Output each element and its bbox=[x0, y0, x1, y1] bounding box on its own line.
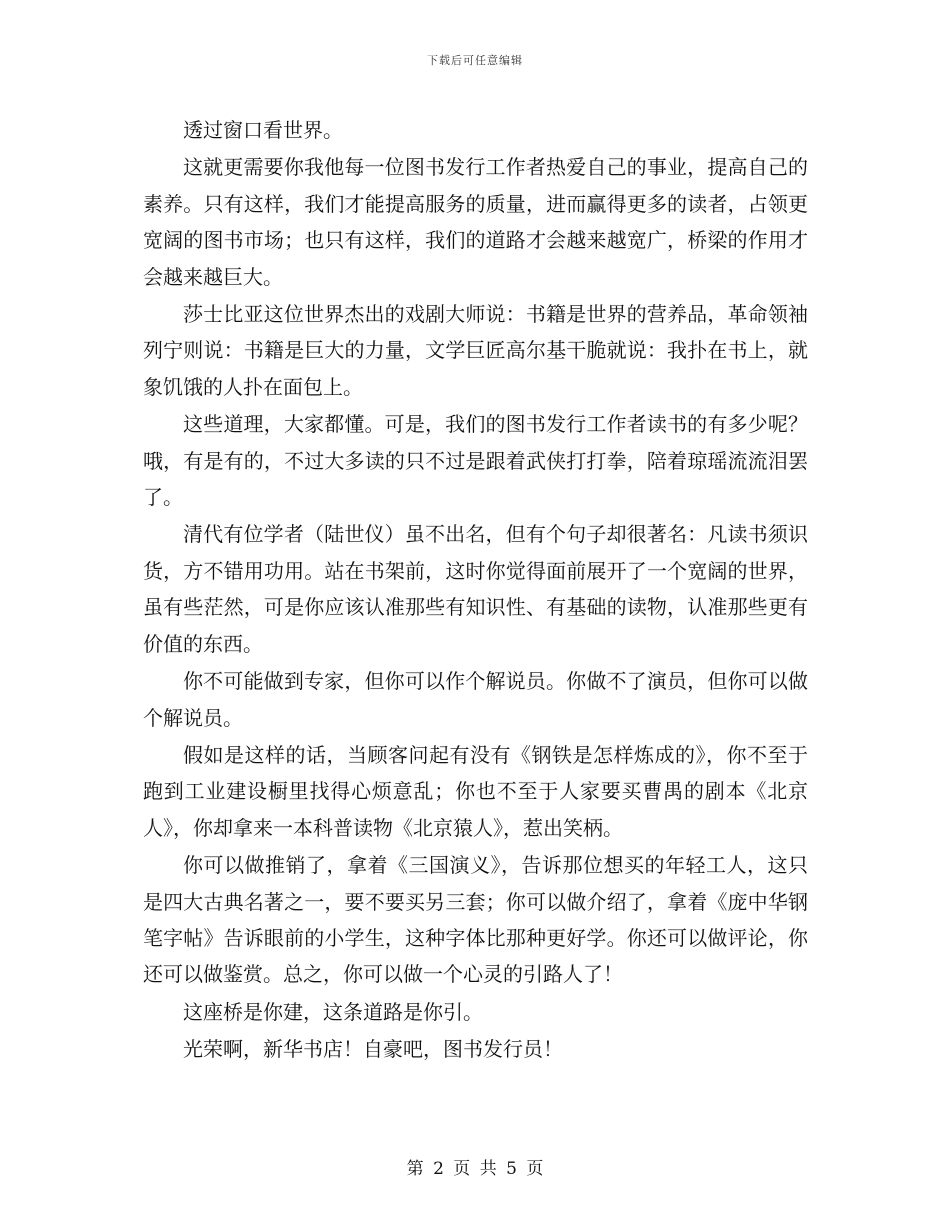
paragraph: 透过窗口看世界。 bbox=[183, 118, 343, 142]
paragraph: 这座桥是你建，这条道路是你引。 bbox=[183, 999, 483, 1024]
page-header: 下载后可任意编辑 bbox=[427, 54, 523, 67]
paragraph: 清代有位学者（陆世仪）虽不出名，但有个句子却很著名：凡读书须识货，方不错用功用。站在书架前，这时你觉得面前展开了一个宽阔的世界，虽有些茫然，可是你应该认准那些有知识性、有基础的读物，认准那些更有价值的东西。 bbox=[143, 522, 808, 656]
paragraph: 假如是这样的话，当顾客问起有没有《钢铁是怎样炼成的》，你不至于跑到工业建设橱里找得心烦意乱；你也不至于人家要买曹禺的剧本《北京人》，你却拿来一本科普读物《北京猿人》，惹出笑柄。 bbox=[143, 742, 808, 840]
paragraph: 你可以做推销了，拿着《三国演义》，告诉那位想买的年轻工人，这只是四大古典名著之一，要不要买另三套；你可以做介绍了，拿着《庞中华钢笔字帖》告诉眼前的小学生，这种字体比那种更好学。你还可以做评论，你还可以做鉴赏。总之，你可以做一个心灵的引路人了！ bbox=[143, 853, 808, 987]
page-footer: 第 2 页 共 5 页 bbox=[406, 1159, 544, 1179]
paragraph: 这些道理，大家都懂。可是，我们的图书发行工作者读书的有多少呢？哦，有是有的，不过大多读的只不过是跟着武侠打打拳，陪着琼瑶流流泪罢了。 bbox=[143, 412, 808, 510]
paragraph: 这就更需要你我他每一位图书发行工作者热爱自己的事业，提高自己的素养。只有这样，我们才能提高服务的质量，进而赢得更多的读者，占领更宽阔的图书市场；也只有这样，我们的道路才会越来越宽广，桥梁的作用才会越来越巨大。 bbox=[143, 155, 808, 289]
document-body bbox=[143, 112, 808, 1069]
paragraph: 光荣啊，新华书店！自豪吧，图书发行员！ bbox=[183, 1037, 563, 1062]
paragraph: 你不可能做到专家，但你可以作个解说员。你做不了演员，但你可以做个解说员。 bbox=[143, 669, 808, 730]
paragraph: 莎士比亚这位世界杰出的戏剧大师说：书籍是世界的营养品，革命领袖列宁则说：书籍是巨大的力量，文学巨匠高尔基干脆就说：我扑在书上，就象饥饿的人扑在面包上。 bbox=[143, 302, 808, 399]
